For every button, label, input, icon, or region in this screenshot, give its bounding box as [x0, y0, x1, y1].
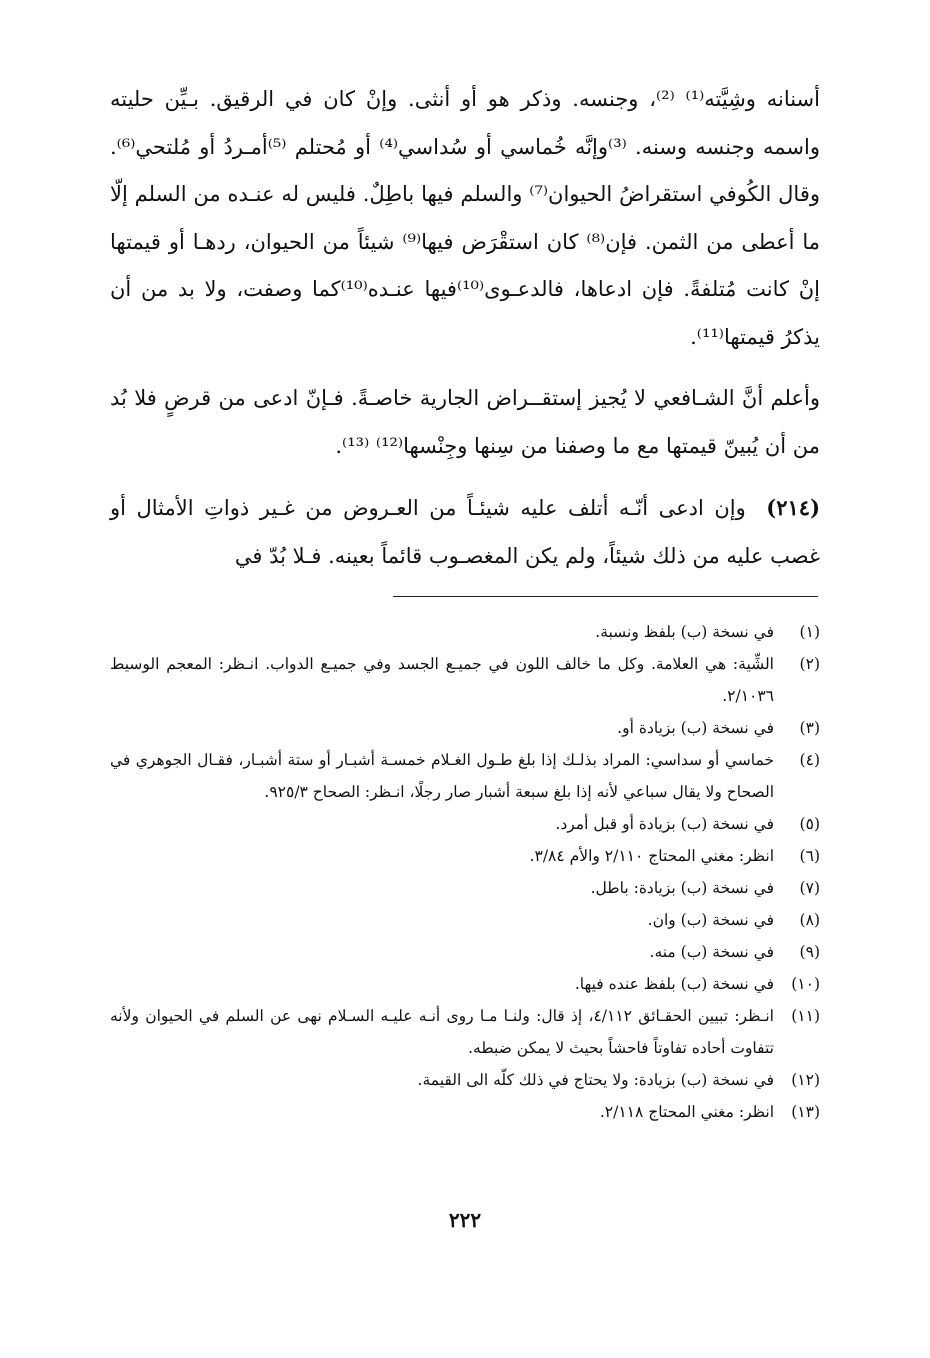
- footnote-divider: [393, 596, 818, 597]
- footnote-number: (١١): [791, 1007, 820, 1025]
- body-paragraphs: [110, 76, 820, 580]
- paragraph-2: [110, 375, 820, 470]
- footnote-number: (٥): [799, 815, 820, 833]
- footnote: [110, 1064, 820, 1096]
- footnote: [110, 712, 820, 744]
- footnote-text: انـظر: تبيين الحقـائق ٤/١١٢، إذ قال: ولنـا مـا روى أنـه عليـه السـلام نهى عن السلم في الحيوان ولأنه تتفاوت أحاده تفاوتاً فاحشاً بحيث لا يمكن ضبطه.: [110, 1007, 774, 1057]
- main-text: [110, 76, 820, 580]
- paragraph-1: [110, 76, 820, 361]
- footnote-number: (١): [799, 623, 820, 641]
- footnote-number: (٣): [799, 719, 820, 737]
- footnote-number: (٤): [799, 751, 820, 769]
- footnote-number: (٢): [799, 655, 820, 673]
- page-number: ٢٢٢: [448, 1208, 482, 1232]
- footnote: [110, 872, 820, 904]
- paragraph-number: (٢١٤): [766, 495, 820, 520]
- footnote: [110, 1096, 820, 1128]
- footnote-text: في نسخة (ب) بزيادة أو قبل أمرد.: [555, 815, 774, 833]
- footnote: [110, 744, 820, 808]
- footnote: [110, 840, 820, 872]
- paragraph-text: وأعلم أنَّ الشـافعي لا يُجيز إستقــراض الجارية خاصـةً. فـإنّ ادعى من قرضٍ فلا بُد من أن يُبينّ قيمتها مع ما وصفنا من سِنها وجِنْسها⁽¹²⁾ ⁽¹³⁾.: [110, 386, 820, 458]
- footnote-text: خماسي أو سداسي: المراد بذلـك إذا بلغ طـول الغـلام خمسـة أشبـار أو ستة أشبـار، فقـال الجوهري في الصحاح ولا يقال سباعي لأنه إذا بلغ سبعة أشبار صار رجلًا، انـظر: الصحاح ٩٢٥/٣.: [110, 751, 774, 801]
- footnote: [110, 648, 820, 712]
- paragraph-text: وإن ادعى أنّـه أتلف عليه شيئـاً من العـروض من غـير ذواتِ الأمثال أو غصب عليه من ذلك شيئاً، ولم يكن المغصـوب قائماً بعينه. فـلا بُدّ في: [110, 496, 820, 568]
- footnote-text: انظر: مغني المحتاج ٢/١١٨.: [599, 1103, 774, 1121]
- footnote-text: في نسخة (ب) بزيادة: ولا يحتاج في ذلك كلّه الى القيمة.: [417, 1071, 774, 1089]
- footnotes-list: [110, 616, 820, 1128]
- footnote-number: (٨): [799, 911, 820, 929]
- paragraph-3: [110, 484, 820, 580]
- footnote-number: (٦): [799, 847, 820, 865]
- footnote: [110, 616, 820, 648]
- footnote: [110, 904, 820, 936]
- paragraph-text: أسنانه وشِيَّته⁽¹⁾ ⁽²⁾، وجنسه. وذكر هو أو أنثى. وإنْ كان في الرقيق. بـيِّن حليته واسمه وجنسه وسنه. ⁽³⁾وإنَّه خُماسي أو سُداسي⁽⁴⁾ أو مُحتلم ⁽⁵⁾أمـردُ أو مُلتحي⁽⁶⁾. وقال الكُوفي استقراضُ الحيوان⁽⁷⁾ والسلم فيها باطِلٌ. فليس له عنـده من السلم إلّا ما أعطى من الثمن. فإن⁽⁸⁾ كان استقْرَض فيها⁽⁹⁾ شيئاً من الحيوان، ردهـا أو قيمتها إنْ كانت مُتلفةً. فإن ادعاها، فالدعـوى⁽¹⁰⁾فيها عنـده⁽¹⁰⁾كما وصفت، ولا بد من أن يذكرُ قيمتها⁽¹¹⁾.: [110, 87, 821, 349]
- footnote-text: في نسخة (ب) بزيادة أو.: [617, 719, 774, 737]
- footnote: [110, 936, 820, 968]
- footnote: [110, 968, 820, 1000]
- footnote: [110, 808, 820, 840]
- footnote-text: في نسخة (ب) بلفظ ونسبة.: [595, 623, 774, 641]
- footnote-text: في نسخة (ب) بزيادة: باطل.: [590, 879, 774, 897]
- footnote-number: (٩): [799, 943, 820, 961]
- footnote-text: في نسخة (ب) بلفظ عنده فيها.: [574, 975, 774, 993]
- footnote-number: (١٠): [791, 975, 820, 993]
- footnote-number: (٧): [799, 879, 820, 897]
- footnote-text: في نسخة (ب) منه.: [649, 943, 774, 961]
- footnote-text: الشِّية: هي العلامة. وكل ما خالف اللون في جميـع الجسد وفي جميـع الدواب. انـظر: المعجم الوسيط ٢/١٠٣٦.: [110, 655, 774, 705]
- footnote: [110, 1000, 820, 1064]
- footnote-text: في نسخة (ب) وان.: [647, 911, 774, 929]
- footnote-number: (١٣): [791, 1103, 820, 1121]
- footnote-number: (١٢): [791, 1071, 820, 1089]
- footnote-text: انظر: مغني المحتاج ٢/١١٠ والأم ٣/٨٤.: [529, 847, 774, 865]
